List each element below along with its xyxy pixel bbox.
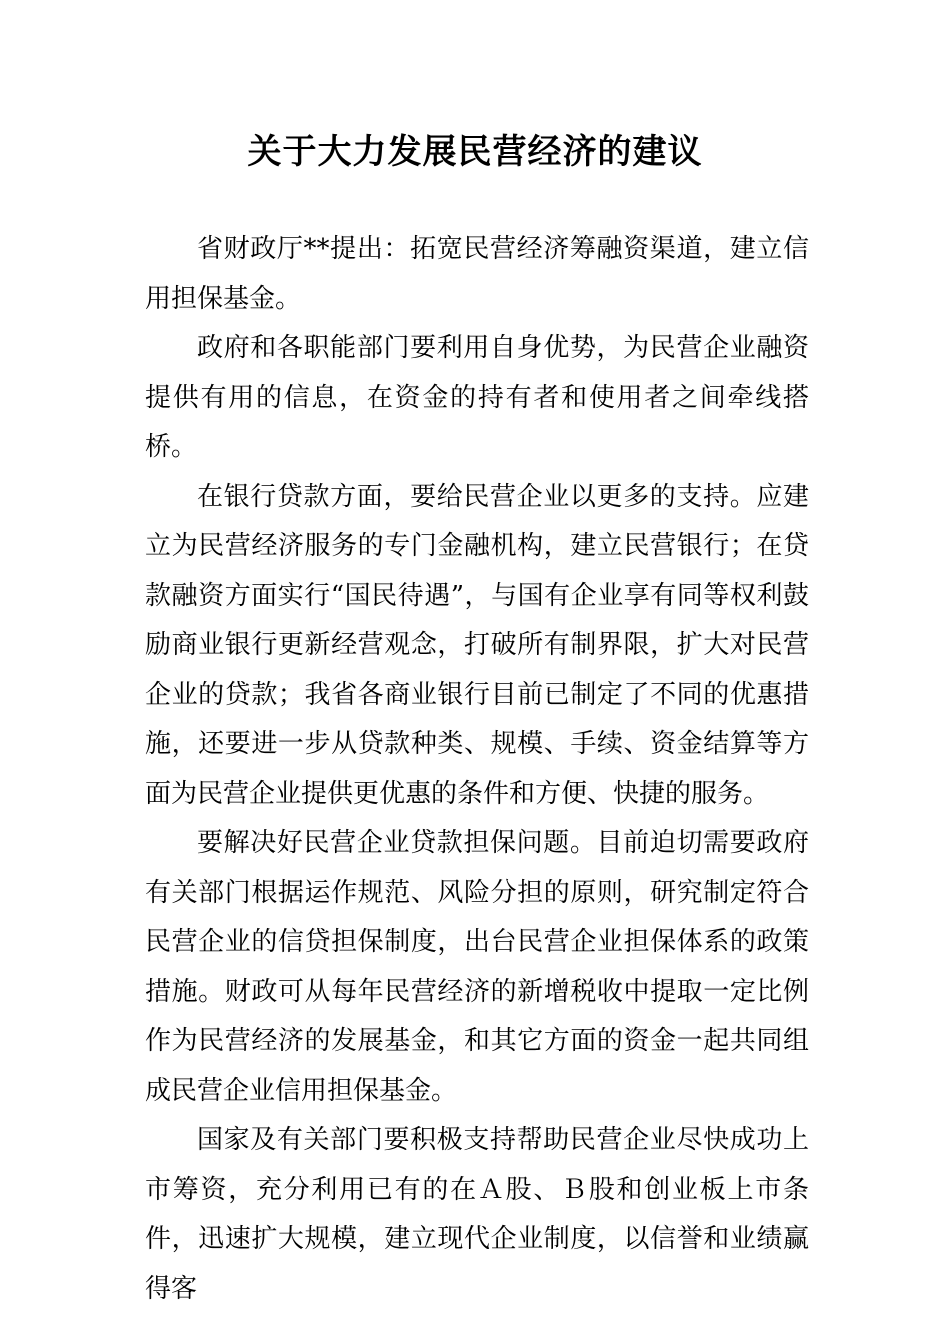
paragraph: 在银行贷款方面，要给民营企业以更多的支持。应建立为民营经济服务的专门金融机构，建立民营银行；在贷款融资方面实行“国民待遇”，与国有企业享有同等权利鼓励商业银行更新经营观念，打破所有制界限，扩大对民营企业的贷款；我省各商业银行目前已制定了不同的优惠措施，还要进一步从贷款种类、规模、手续、资金结算等方面为民营企业提供更优惠的条件和方便、快捷的服务。 <box>145 481 809 809</box>
paragraph: 国家及有关部门要积极支持帮助民营企业尽快成功上市筹资，充分利用已有的在Ａ股、Ｂ股和创业板上市条件，迅速扩大规模，建立现代企业制度，以信誉和业绩赢得客 <box>145 1125 809 1304</box>
document-body <box>145 225 809 1314</box>
paragraph: 政府和各职能部门要利用自身优势，为民营企业融资提供有用的信息，在资金的持有者和使用者之间牵线搭桥。 <box>145 333 809 462</box>
paragraph: 省财政厅**提出：拓宽民营经济筹融资渠道，建立信用担保基金。 <box>145 234 809 314</box>
paragraph: 要解决好民营企业贷款担保问题。目前迫切需要政府有关部门根据运作规范、风险分担的原则，研究制定符合民营企业的信贷担保制度，出台民营企业担保体系的政策措施。财政可从每年民营经济的新增税收中提取一定比例作为民营经济的发展基金，和其它方面的资金一起共同组成民营企业信用担保基金。 <box>145 828 809 1106</box>
document-title: 关于大力发展民营经济的建议 <box>247 132 703 172</box>
